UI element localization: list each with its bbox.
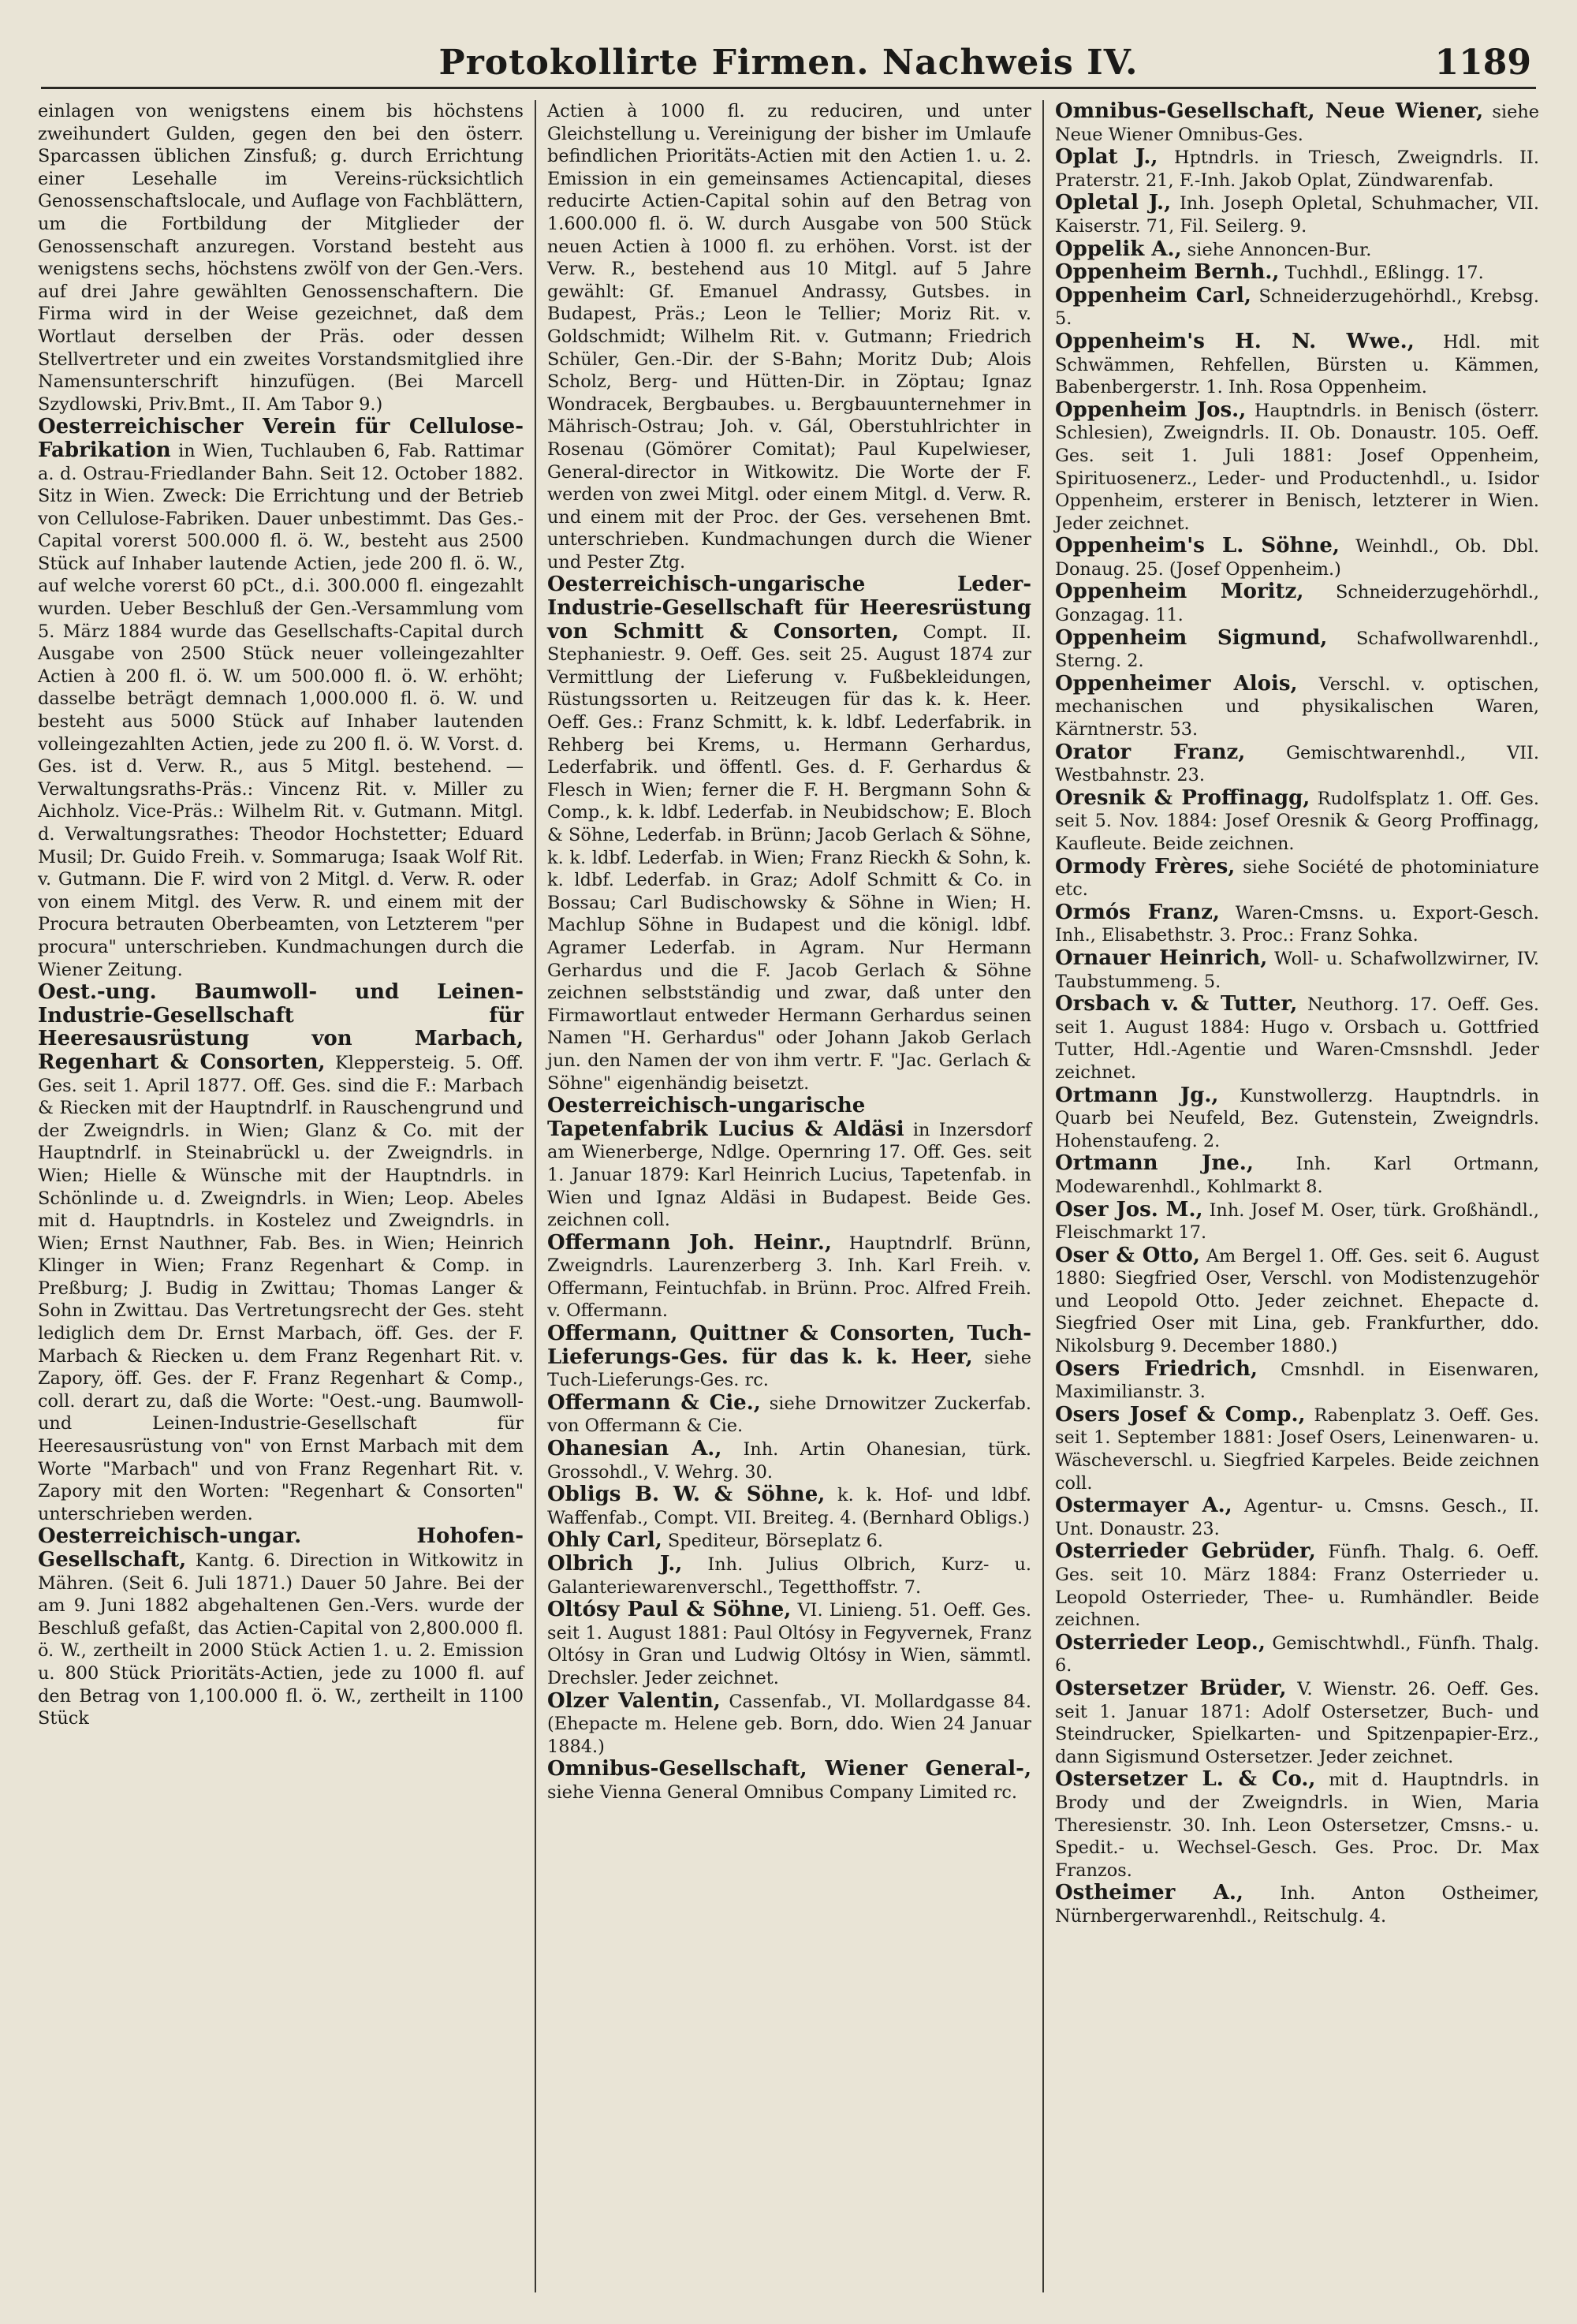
firm-name: Ohanesian A., [547,1437,722,1461]
entry-text: Neuthorg. 17. Oeff. Ges. seit 1. August 1884: Hugo v. Orsbach u. Gottfried Tutter, Hdl.-Agentie und Waren-Cmsnshdl. Jeder zeichnet. [1055,994,1539,1083]
entry-text: Hauptndrlf. Brünn, Zweigndrls. Laurenzerberg 3. Inh. Karl Freih. v. Offermann, Feintuchfab. in Brünn. Proc. Alfred Freih. v. Offermann. [547,1233,1031,1322]
directory-entry [547,573,1031,1095]
directory-entry [547,100,1031,573]
firm-name: Ostersetzer Brüder, [1055,1676,1287,1700]
firm-name: Opletal J., [1055,191,1172,215]
firm-name: Obligs B. W. & Söhne, [547,1483,826,1507]
entry-text: Inh. Julius Olbrich, Kurz- u. Galanteriewarenverschl., Tegetthoffstr. 7. [547,1554,1031,1598]
directory-entry [38,981,524,1525]
directory-entry [1055,1404,1539,1494]
directory-entry [1055,580,1539,626]
entry-text: k. k. Hof- und ldbf. Waffenfab., Compt. VII. Breiteg. 4. (Bernhard Obligs.) [547,1485,1031,1528]
firm-name: Oppenheim Sigmund, [1055,625,1328,650]
entry-text: Hptndrls. in Triesch, Zweigndrls. II. Praterstr. 21, F.-Inh. Jakob Oplat, Zündwarenfab. [1055,147,1539,191]
entry-text: Agentur- u. Cmsns. Gesch., II. Unt. Donaustr. 23. [1055,1496,1540,1539]
directory-entry [1055,146,1539,192]
firm-name: Omnibus-Gesellschaft, Wiener General-, [547,1757,1031,1781]
directory-entry [1055,947,1539,993]
column-middle [535,100,1042,2292]
directory-entry [1055,901,1539,947]
entry-text: siehe Vienna General Omnibus Company Limited rc. [547,1781,1018,1803]
text-columns [27,100,1550,2292]
firm-name: Oppenheim Carl, [1055,283,1251,308]
firm-name: Oppenheim's L. Söhne, [1055,534,1340,558]
entry-text: Weinhdl., Ob. Dbl. Donaug. 25. (Josef Oppenheim.) [1055,536,1539,580]
entry-text: Spediteur, Börseplatz 6. [667,1531,883,1552]
directory-entry [1055,238,1539,262]
entry-text: Inh. Josef M. Oser, türk. Großhändl., Fleischmarkt 17. [1055,1199,1539,1244]
directory-entry [547,1598,1031,1689]
entry-text: mit d. Hauptndrls. in Brody und der Zweigndrls. in Wien, Maria Theresienstr. 30. Inh. Leon Ostersetzer, Cmsns.- u. Spedit.- u. Wechsel-Gesch. Ges. Proc. Dr. Max Franzos. [1055,1770,1539,1881]
directory-entry [1055,856,1539,901]
directory-entry [1055,100,1539,146]
firm-name: Oesterreichisch-ungarische Tapetenfabrik Lucius & Aldäsi [547,1094,904,1141]
firm-name: Oser Jos. M., [1055,1197,1203,1222]
firm-name: Ormós Franz, [1055,900,1220,924]
entry-text: Cmsnhdl. in Eisenwaren, Maximilianstr. 3. [1055,1359,1539,1403]
firm-name: Olzer Valentin, [547,1688,721,1713]
directory-entry [1055,261,1539,285]
firm-name: Ostersetzer L. & Co., [1055,1767,1316,1792]
directory-entry [38,1525,524,1729]
column-left [27,100,535,2292]
directory-entry [1055,1358,1539,1404]
entry-text: Hdl. mit Schwämmen, Rehfellen, Bürsten u. Kämmen, Babenbergerstr. 1. Inh. Rosa Oppenheim. [1055,331,1539,398]
directory-entry [1055,1244,1539,1358]
entry-text: Verschl. v. optischen, mechanischen und physikalischen Waren, Kärntnerstr. 53. [1055,673,1539,740]
firm-name: Osterrieder Gebrüder, [1055,1539,1316,1564]
entry-text: Gemischtwarenhdl., VII. Westbahnstr. 23. [1055,742,1539,786]
directory-entry [1055,1540,1539,1631]
entry-text: Gemischtwhdl., Fünfh. Thalg. 6. [1055,1632,1539,1677]
directory-entry [1055,1632,1539,1677]
entry-text: Rudolfsplatz 1. Off. Ges. seit 5. Nov. 1884: Josef Oresnik & Georg Proffinagg, Kaufleute. Beide zeichnen. [1055,788,1539,854]
entry-text: Inh. Anton Ostheimer, Nürnbergerwarenhdl., Reitschulg. 4. [1055,1883,1539,1927]
directory-entry [1055,627,1539,673]
entry-text: siehe Annoncen-Bur. [1187,239,1372,260]
entry-text: in Wien, Tuchlauben 6, Fab. Rattimar a. d. Ostrau-Friedlander Bahn. Seit 12. October 1882. Sitz in Wien. Zweck: Die Errichtung und der Betrieb von Cellulose-Fabriken. Dauer unbestimmt. Das Ges.-Capital vorerst 500.000 fl. ö. W., besteht aus 2500 Stück auf Inhaber lautende Actien, jede 200 fl. ö. W., auf welche vorerst 60 pCt., d.i. 300.000 fl. eingezahlt wurden. Ueber Beschluß der Gen.-Versammlung vom 5. März 1884 wurde das Gesellschafts-Capital durch Ausgabe von 2500 Stück neuer volleingezahlter Actien à 200 fl. ö. W. um 500.000 fl. ö. W. erhöht; dasselbe beträgt demnach 1,000.000 fl. ö. W. und besteht aus 5000 Stück auf Inhaber lautenden volleingezahlten Actien, jede zu 200 fl. ö. W. Vorst. d. Ges. ist d. Verw. R., aus 5 Mitgl. bestehend. — Verwaltungsraths-Präs.: Vincenz Rit. v. Miller zu Aichholz. Vice-Präs.: Wilhelm Rit. v. Gutmann. Mitgl. d. Verwaltungsrathes: Theodor Hochstetter; Eduard Musil; Dr. Guido Freih. v. Sommaruga; Isaak Wolf Rit. v. Gutmann. Die F. wird von 2 Mitgl. d. Verw. R. oder von einem Mitgl. des Verw. R. und einem mit der Procura betrauten Oberbeamten, von Letzterem "per procura" unterschrieben. Kundmachungen durch die Wiener Zeitung. [38,440,524,980]
directory-entry [547,1483,1031,1529]
firm-name: Oesterreichischer Verein für Cellulose-Fabrikation [38,415,524,462]
firm-name: Ormody Frères, [1055,854,1236,878]
entry-text: Schneiderzugehörhdl., Krebsg. 5. [1055,285,1539,330]
directory-entry [1055,192,1539,237]
directory-entry [547,1529,1031,1553]
entry-text: Kleppersteig. 5. Off. Ges. seit 1. April 1877. Off. Ges. sind die F.: Marbach & Riecken mit der Hauptndrlf. in Rauschengrund und der Zweigndrls. in Wien; Glanz & Co. mit der Hauptndrlf. in Steinabrückl u. der Zweigndrls. in Wien; Hielle & Wünsche mit der Hauptndrls. in Schönlinde u. d. Zweigndrls. in Wien; Leop. Abeles mit d. Hauptndrls. in Kostelez und Zweigndrls. in Wien; Ernst Nauthner, Fab. Bes. in Wien; Heinrich Klinger in Wien; Franz Regenhart & Comp. in Preßburg; J. Budig in Zwittau; Thomas Langer & Sohn in Zwittau. Das Vertretungsrecht der Ges. steht lediglich dem Dr. Ernst Marbach, öff. Ges. der F. Marbach & Riecken u. dem Franz Regenhart Rit. v. Zapory, öff. Ges. der F. Franz Regenhart & Comp., coll. derart zu, daß die Worte: "Oest.-ung. Baumwoll- und Leinen-Industrie-Gesellschaft für Heeresausrüstung von" von Ernst Marbach mit dem Worte "Marbach" und von Franz Regenhart Rit. v. Zapory mit den Worten: "Regenhart & Consorten" unterschrieben werden. [38,1052,524,1524]
directory-entry [1055,330,1539,399]
directory-entry [1055,1768,1539,1882]
entry-text: siehe Société de photominiature etc. [1055,856,1539,901]
directory-entry [1055,285,1539,330]
directory-entry [547,1095,1031,1232]
firm-name: Offermann Joh. Heinr., [547,1230,832,1255]
entry-text: Schafwollwarenhdl., Sterng. 2. [1055,628,1539,672]
entry-text: Inh. Artin Ohanesian, türk. Grossohdl., V. Wehrg. 30. [547,1439,1031,1483]
entry-text: siehe Drnowitzer Zuckerfab. von Offermann & Cie. [547,1393,1032,1437]
entry-text: Compt. II. Stephaniestr. 9. Oeff. Ges. seit 25. August 1874 zur Vermittlung der Lieferung v. Fußbekleidungen, Rüstungssorten u. Reitzeugen für das k. k. Heer. Oeff. Ges.: Franz Schmitt, k. k. ldbf. Lederfabrik. in Rehberg bei Krems, u. Hermann Gerhardus, Lederfabrik. und öffentl. Ges. d. F. Gerhardus & Flesch in Wien; ferner die F. H. Bergmann Sohn & Comp., k. k. ldbf. Lederfab. in Neubidschow; E. Bloch & Söhne, Lederfab. in Brünn; Jacob Gerlach & Söhne, k. k. ldbf. Lederfab. in Wien; Franz Rieckh & Sohn, k. k. ldbf. Lederfab. in Graz; Adolf Schmitt & Co. in Bossau; Carl Budischowsky & Söhne in Wien; H. Machlup Söhne in Budapest und die königl. ldbf. Agramer Lederfab. in Agram. Nur Hermann Gerhardus und die F. Jacob Gerlach & Söhne zeichnen selbstständig und zwar, daß unter den Firmawortlaut entweder Hermann Gerhardus seinen Namen "H. Gerhardus" oder Johann Jakob Gerlach jun. den Namen der von ihm vertr. F. "Jac. Gerlach & Söhne" eigenhändig beisetzt. [547,621,1031,1094]
entry-text: Tuchhdl., Eßlingg. 17. [1284,263,1484,284]
entry-text: Am Bergel 1. Off. Ges. seit 6. August 1880: Siegfried Oser, Verschl. von Modistenzugehör und Leopold Otto. Jeder zeichnet. Ehepacte d. Siegfried Oser mit Lina, geb. Frankfurther, ddo. Nikolsburg 9. December 1880.) [1055,1245,1539,1357]
entry-text: Woll- u. Schafwollzwirner, IV. Taubstummeng. 5. [1055,948,1539,992]
firm-name: Ohly Carl, [547,1528,662,1553]
firm-name: Offermann, Quittner & Consorten, Tuch-Lieferungs-Ges. für das k. k. Heer, [547,1322,1031,1369]
directory-entry [1055,741,1539,787]
entry-text: Inh. Karl Ortmann, Modewarenhdl., Kohlmarkt 8. [1055,1154,1539,1197]
directory-entry [1055,399,1539,535]
directory-entry [547,1392,1031,1438]
entry-text: V. Wienstr. 26. Oeff. Ges. seit 1. Januar 1871: Adolf Ostersetzer, Buch- und Steindrucker, Spielkarten- und Spitzenpapier-Erz., dann Sigismund Ostersetzer. Jeder zeichnet. [1055,1678,1539,1767]
firm-name: Oppenheim Bernh., [1055,260,1280,285]
firm-name: Orsbach v. & Tutter, [1055,992,1298,1017]
directory-entry [1055,993,1539,1084]
entry-text: Cassenfab., VI. Mollardgasse 84. (Ehepacte m. Helene geb. Born, ddo. Wien 24 Januar 1884.) [547,1691,1031,1757]
firm-name: Oresnik & Proffinagg, [1055,785,1310,810]
entry-text: in Inzersdorf am Wienerberge, Ndlge. Opernring 17. Off. Ges. seit 1. Januar 1879: Karl Heinrich Lucius, Tapetenfab. in Wien und Ignaz Aldäsi in Budapest. Beide Ges. zeichnen coll. [547,1119,1032,1231]
entry-text: Inh. Joseph Opletal, Schuhmacher, VII. Kaiserstr. 71, Fil. Seilerg. 9. [1055,193,1539,237]
entry-text: siehe Neue Wiener Omnibus-Ges. [1055,102,1539,145]
directory-entry [547,1553,1031,1598]
firm-name: Osers Josef & Comp., [1055,1402,1306,1427]
firm-name: Ornauer Heinrich, [1055,946,1268,970]
entry-text: siehe Tuch-Lieferungs-Ges. rc. [547,1347,1031,1391]
directory-entry [1055,1199,1539,1244]
directory-entry [38,100,524,416]
firm-name: Ostermayer A., [1055,1494,1232,1518]
entry-text: Hauptndrls. in Benisch (österr. Schlesien), Zweigndrls. II. Ob. Donaustr. 105. Oeff. Ges. seit 1. Juli 1881: Josef Oppenheim, Spirituosenerz., Leder- und Productenhdl., u. Isidor Oppenheim, ersterer in Benisch, letzterer in Wien. Jeder zeichnet. [1055,400,1539,534]
entry-text: Schneiderzugehörhdl., Gonzagag. 11. [1055,582,1539,626]
firm-name: Oppenheim Moritz, [1055,580,1304,604]
firm-name: Offermann & Cie., [547,1390,761,1415]
directory-entry [547,1758,1031,1804]
directory-entry [1055,1494,1539,1540]
directory-entry [38,416,524,981]
directory-entry [547,1690,1031,1759]
directory-entry [547,1232,1031,1322]
column-right [1042,100,1550,2292]
entry-text: Actien à 1000 fl. zu reduciren, und unter Gleichstellung u. Vereinigung der bisher im Umlaufe befindlichen Prioritäts-Actien mit den Actien 1. u. 2. Emission in ein gemeinsames Actiencapital, dieses reducirte Actien-Capital sohin auf den Betrag von 1.600.000 fl. ö. W. durch Ausgabe von 500 Stück neuen Actien à 1000 fl. zu erhöhen. Vorst. ist der Verw. R., bestehend aus 10 Mitgl. auf 5 Jahre gewählt: Gf. Emanuel Andrassy, Gutsbes. in Budapest, Präs.; Leon le Tellier; Moriz Rit. v. Goldschmidt; Wilhelm Rit. v. Gutmann; Friedrich Schüler, Gen.-Dir. der S-Bahn; Moritz Dub; Alois Scholz, Berg- und Hütten-Dir. in Zöptau; Ignaz Wondracek, Bergbaubes. u. Bergbauunternehmer in Mährisch-Ostrau; Joh. v. Gál, Oberstuhlrichter in Rosenau (Gömörer Comitat); Paul Kupelwieser, General-director in Witkowitz. Die Worte der F. werden von zwei Mitgl. oder einem Mitgl. d. Verw. R. und einem mit der Proc. der Ges. versehenen Bmt. unterschrieben. Kundmachungen durch die Wiener und Pester Ztg. [547,101,1031,573]
firm-name: Oesterreichisch-ungarische Leder-Industrie-Gesellschaft für Heeresrüstung von Schmitt & Consorten, [547,573,1031,643]
firm-name: Ortmann Jg., [1055,1083,1219,1107]
firm-name: Oppenheimer Alois, [1055,671,1298,696]
entry-text: Rabenplatz 3. Oeff. Ges. seit 1. September 1881: Josef Osers, Leinenwaren- u. Wäscheverschl. u. Siegfried Karpeles. Beide zeichnen coll. [1055,1404,1539,1494]
running-title: Protokollirte Firmen. Nachweis IV. [438,43,1139,83]
entry-text: Kantg. 6. Direction in Witkowitz in Mähren. (Seit 6. Juli 1871.) Dauer 50 Jahre. Bei der am 9. Juni 1882 abgehaltenen Gen.-Vers. wurde der Beschluß gefaßt, das Actien-Capital von 2,800.000 fl. ö. W., zertheilt in 2000 Stück Actien 1. u. 2. Emission u. 800 Stück Prioritäts-Actien, jede zu 1000 fl. auf den Betrag von 1,100.000 fl. ö. W., zertheilt in 1100 Stück [38,1550,524,1729]
directory-entry [1055,1882,1539,1927]
firm-name: Oplat J., [1055,145,1158,170]
entry-text: Waren-Cmsns. u. Export-Gesch. Inh., Elisabethstr. 3. Proc.: Franz Sohka. [1055,902,1539,946]
directory-entry [1055,535,1539,580]
directory-entry [547,1322,1031,1392]
directory-entry [547,1438,1031,1483]
firm-name: Oser & Otto, [1055,1243,1200,1267]
directory-entry [1055,1152,1539,1198]
directory-entry [1055,1677,1539,1768]
firm-name: Orator Franz, [1055,740,1246,764]
firm-name: Osterrieder Leop., [1055,1630,1266,1654]
firm-name: Oppenheim Jos., [1055,397,1247,422]
firm-name: Ortmann Jne., [1055,1151,1254,1176]
page-header [41,32,1536,89]
firm-name: Oltósy Paul & Söhne, [547,1598,792,1622]
firm-name: Omnibus-Gesellschaft, Neue Wiener, [1055,100,1484,123]
directory-entry [1055,787,1539,856]
firm-name: Olbrich J., [547,1552,683,1576]
page-number: 1189 [1434,43,1531,83]
firm-name: Oest.-ung. Baumwoll- und Leinen-Industrie-Gesellschaft für Heeresausrüstung von Marbach, Regenhart & Consorten, [38,980,524,1074]
firm-name: Oppelik A., [1055,237,1182,261]
entry-text: einlagen von wenigstens einem bis höchstens zweihundert Gulden, gegen den bei den österr. Sparcassen üblichen Zinsfuß; g. durch Errichtung einer Lesehalle im Vereins-rücksichtlich Genossenschaftslocale, und Auflage von Fachblättern, um die Fortbildung der Mitglieder der Genossenschaft anzuregen. Vorstand besteht aus wenigstens sechs, höchstens zwölf von der Gen.-Vers. auf drei Jahre gewählten Genossenschaftern. Die Firma wird in der Weise gezeichnet, daß dem Wortlaut derselben der Präs. oder dessen Stellvertreter und ein zweites Vorstandsmitglied ihre Namensunterschrift hinzufügen. (Bei Marcell Szydlowski, Priv.Bmt., II. Am Tabor 9.) [38,101,524,415]
entry-text: Fünfh. Thalg. 6. Oeff. Ges. seit 10. März 1884: Franz Osterrieder u. Leopold Osterrieder, Thee- u. Rumhändler. Beide zeichnen. [1055,1542,1539,1631]
firm-name: Oppenheim's H. N. Wwe., [1055,329,1415,353]
directory-entry [1055,673,1539,741]
firm-name: Ostheimer A., [1055,1881,1243,1905]
firm-name: Osers Friedrich, [1055,1356,1258,1381]
directory-entry [1055,1084,1539,1153]
entry-text: VI. Linieng. 51. Oeff. Ges. seit 1. August 1881: Paul Oltósy in Fegyvernek, Franz Oltósy in Gran und Ludwig Oltósy in Wien, sämmtl. Drechsler. Jeder zeichnet. [547,1600,1032,1688]
firm-name: Oesterreichisch-ungar. Hohofen-Gesellschaft, [38,1524,524,1572]
entry-text: Kunstwollerzg. Hauptndrls. in Quarb bei Neufeld, Bez. Gutenstein, Zweigndrls. Hohenstaufeng. 2. [1055,1085,1539,1151]
